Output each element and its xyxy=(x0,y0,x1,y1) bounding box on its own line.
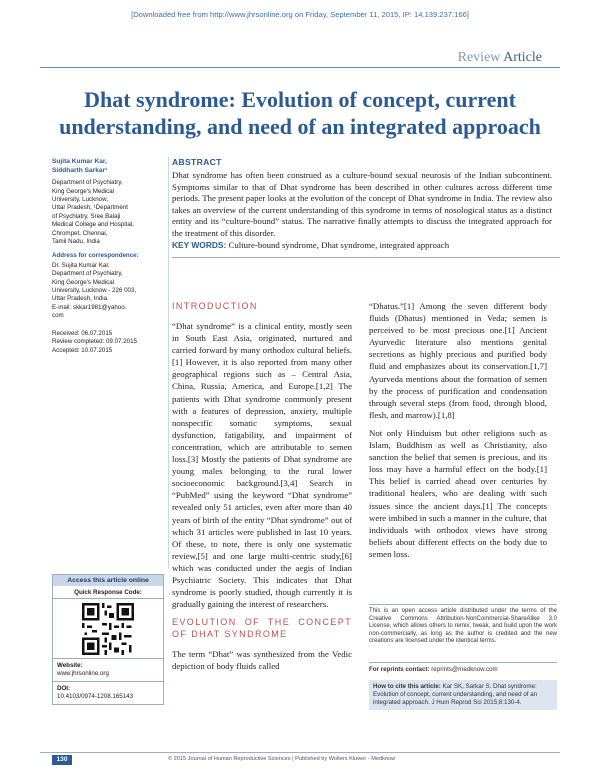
correspondence-line: Dr. Sujita Kumar Kar, xyxy=(52,261,110,269)
doi-label: DOI: xyxy=(57,685,71,692)
qr-code-icon[interactable] xyxy=(82,603,134,655)
correspondence-address xyxy=(52,262,164,321)
doi-section xyxy=(53,682,163,704)
license-note: This is an open access article distributed under the terms of the Creative Commons Attribution-NonCommercial-ShareAlike 3.0 License, which allows others to remix, tweak, and build upon the work non-commercially, as long as the author is credited and the new creations are licensed under the identical terms. xyxy=(369,604,557,646)
article-type xyxy=(458,50,542,66)
affiliation-line: Chrompet, Chennai, xyxy=(52,229,108,237)
keywords-divider xyxy=(172,257,560,258)
religion-paragraph: Not only Hinduism but other religions such as Islam, Buddhism as well as Christianity, also sanction the belief that semen is precious, and its loss may have a harmful effect on the body.[1] This belief is carried ahead over centuries by traditional healers, who are dealing with such issues since the ancient days.[1] The concepts were imbibed in such a manner in the culture, that individuals with orthodox views have strong beliefs about different effects on the body due to semen loss. xyxy=(369,427,547,559)
review-date: Review completed: 09.07.2015 xyxy=(52,338,137,346)
affiliation-line: of Psychiatry, Sree Balaji xyxy=(52,212,121,220)
author-name: Sujita Kumar Kar, xyxy=(52,158,107,165)
affiliation-line: Tamil Nadu, India xyxy=(52,238,100,246)
affiliation-line: University, Lucknow, xyxy=(52,196,108,203)
sidebar-divider xyxy=(168,157,169,569)
introduction-heading: INTRODUCTION xyxy=(172,301,258,311)
affiliation-line: Medical College and Hospital, xyxy=(52,221,134,229)
reprint-label: For reprints contact: xyxy=(369,666,430,673)
reprint-info xyxy=(369,662,557,673)
article-type-word1: Review xyxy=(457,50,501,65)
keywords xyxy=(172,240,552,250)
evolution-paragraph: The term “Dhat” was synthesized from the Vedic depiction of body fluids called xyxy=(172,649,352,672)
header-divider xyxy=(40,67,560,68)
website-link[interactable]: www.jhrsonline.org xyxy=(57,670,109,677)
affiliation-line: King George's Medical xyxy=(52,187,115,195)
abstract-text: Dhat syndrome has often been construed as a culture-bound sexual neurosis of the Indian subcontinent. Symptoms similar to that of Dhat syndrome has been described in other cultures across different time periods. The present paper looks at the evolution of the concept of Dhat syndrome in India. The review also takes an overview of the current understanding of this syndrome in terms of nosological status as a distinct entity and its “culture-bound” status. The narrative finally attempts to discuss the integrated approach for the treatment of this disorder. xyxy=(172,170,552,238)
introduction-paragraph: “Dhat syndrome” is a clinical entity, mostly seen in South East Asia, originated, nurtured and carried forward by many orthodox cultural beliefs.[1] However, it is also reported from many other geographical regions such as – Central Asia, China, Russia, America, and Europe.[1,2] The patients with Dhat syndrome commonly present with a features of depression, anxiety, multiple nonspecific somatic symptoms, sexual dysfunction, fatigability, and impairment of concentration, which are attributable to semen loss.[3] Mostly the patients of Dhat syndrome are young males belonging to the rural lower socioeconomic background.[3,4] Search in “PubMed” using the keyword “Dhat syndrome” revealed only 51 articles, even after more than 40 years of birth of the entity “Dhat syndrome” out of which 31 articles were published in last 10 years. Of these, to note, there is only one systematic review,[5] and one large multi-centric study,[6] which was conducted under the aegis of Indian Psychiatric Society. This indicates that Dhat syndrome is poorly studied, though currently it is gradually gaining the interest of researchers. xyxy=(172,321,352,610)
website-section xyxy=(53,659,163,682)
reprint-email[interactable]: reprints@medknow.com xyxy=(431,666,498,673)
qr-label: Quick Response Code: xyxy=(53,586,163,599)
evolution-heading: EVOLUTION OF THE CONCEPT OF DHAT SYNDROME xyxy=(172,617,352,640)
accepted-date: Accepted: 10.07.2015 xyxy=(52,346,113,354)
footer-text: © 2015 Journal of Human Reproductive Sciences | Published by Wolters Kluwer - Medknow xyxy=(168,756,396,762)
correspondence-line: University, Lucknow - 226 003, xyxy=(52,287,137,295)
keywords-list: Culture-bound syndrome, Dhat syndrome, integrated approach xyxy=(228,240,450,250)
article-dates xyxy=(52,330,164,356)
article-title: Dhat syndrome: Evolution of concept, current understanding, and need of an integrated approach xyxy=(59,87,541,139)
article-type-word2: Article xyxy=(503,50,542,65)
qr-container xyxy=(53,599,163,659)
correspondence-email[interactable]: E-mail: skkar1981@yahoo. xyxy=(52,303,127,311)
affiliation xyxy=(52,179,164,246)
author-sidebar xyxy=(52,158,164,355)
citation-label: How to cite this article: xyxy=(373,683,441,690)
author-name: Siddharth Sarkar¹ xyxy=(52,166,108,174)
body-column-right xyxy=(369,300,547,566)
website-label: Website: xyxy=(57,662,83,669)
correspondence-heading: Address for correspondence: xyxy=(52,252,139,260)
download-note[interactable]: [Downloaded free from http://www.jhrsonline.org on Friday, September 11, 2015, IP: 14.139.237.166] xyxy=(131,10,469,19)
citation-text: Kar SK, Sarkar S. Dhat syndrome: Evolution of concept, current understanding, and need of an integrated approach. J Hum Reprod Sci 2015;8:130-4. xyxy=(373,683,538,706)
page-number: 130 xyxy=(52,755,72,765)
access-box xyxy=(52,574,164,705)
correspondence-line: King George's Medical xyxy=(52,278,115,286)
correspondence-line: Department of Psychiatry, xyxy=(52,270,123,278)
doi-link[interactable]: 10.4103/0974-1208.165143 xyxy=(57,693,134,700)
correspondence-line: Uttar Pradesh, India. xyxy=(52,295,109,303)
abstract-heading: ABSTRACT xyxy=(172,157,222,167)
body-column-left xyxy=(172,300,352,678)
author-list xyxy=(52,158,164,175)
keywords-label: KEY WORDS: xyxy=(172,240,227,250)
affiliation-line: Uttar Pradesh, ¹Department xyxy=(52,204,128,212)
affiliation-line: Department of Psychiatry, xyxy=(52,179,123,187)
access-heading: Access this article online xyxy=(53,575,163,586)
citation-box xyxy=(369,680,557,710)
evolution-paragraph-cont: “Dhatus.”[1] Among the seven different body fluids (Dhatus) mentioned in Veda; semen is perceived to be most precious one.[1] Ancient Ayurvedic literature also mentions genital secretions as highly precious and purified body fluid and emphasizes about its conservation.[1,7] Ayurveda mentions about the formation of semen by the process of purification and condensation through several steps (from food, through blood, flesh, and marrow).[1,8] xyxy=(369,301,547,420)
received-date: Received: 06.07.2015 xyxy=(52,329,113,337)
correspondence-email-cont[interactable]: com xyxy=(52,312,64,320)
